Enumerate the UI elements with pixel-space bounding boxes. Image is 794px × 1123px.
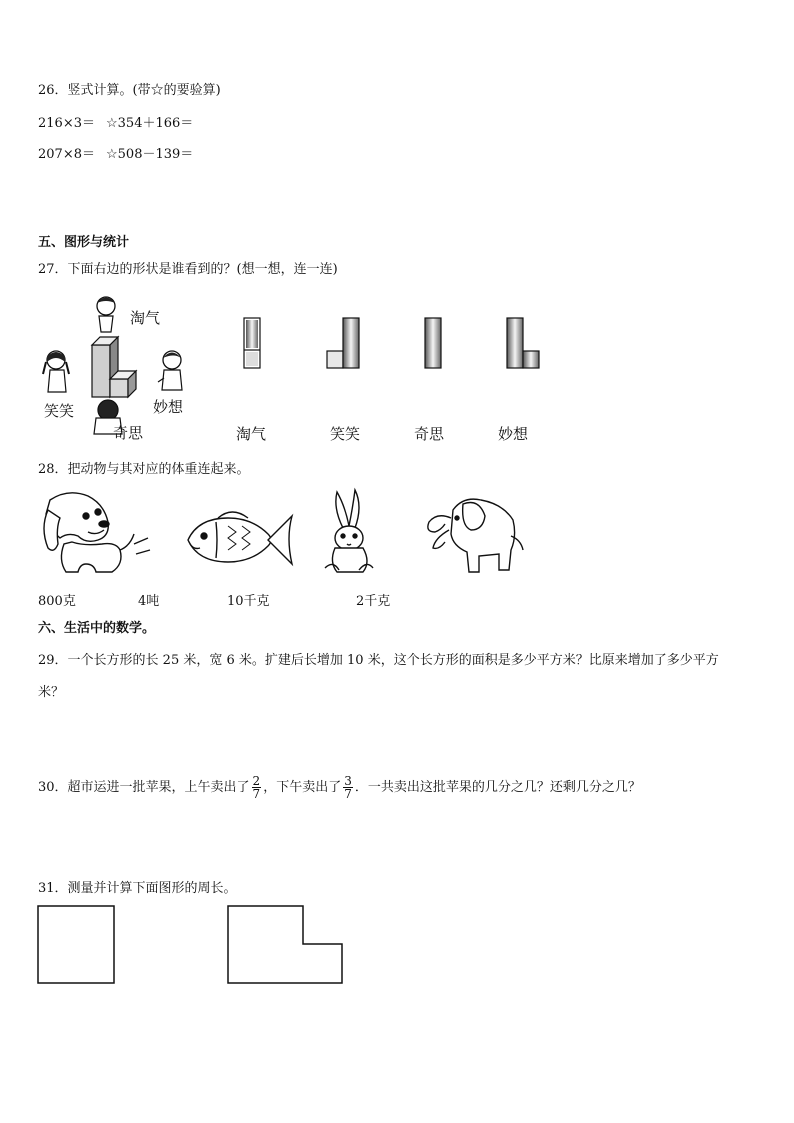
child-right-icon bbox=[158, 351, 182, 390]
q30-frac1-den: 7 bbox=[252, 787, 261, 801]
q26-expr-4: ☆508－139＝ bbox=[106, 147, 194, 162]
q31-figures bbox=[37, 905, 347, 985]
q28-animals bbox=[38, 488, 528, 583]
q30-part-1: 30．超市运进一批苹果，上午卖出了 bbox=[38, 780, 250, 795]
weight-label-3: 10千克 bbox=[227, 594, 270, 609]
view-4-shape bbox=[507, 318, 539, 368]
q27-views bbox=[240, 315, 550, 375]
q28-title: 28．把动物与其对应的体重连起来。 bbox=[38, 462, 250, 477]
rabbit-icon bbox=[325, 490, 373, 572]
fish-icon bbox=[188, 512, 292, 564]
q30-fraction-1 bbox=[252, 775, 262, 800]
q27-title: 27．下面右边的形状是谁看到的？(想一想，连一连) bbox=[38, 262, 338, 277]
weight-label-1: 800克 bbox=[38, 594, 76, 609]
q29-line-2: 米？ bbox=[38, 685, 65, 700]
q29-line-1: 29．一个长方形的长 25 米，宽 6 米。扩建后长增加 10 米，这个长方形的面积是多少平方米？比原来增加了多少平方 bbox=[38, 653, 719, 668]
view-label-1: 淘气 bbox=[236, 425, 267, 443]
q30-part-2: ，下午卖出了 bbox=[263, 780, 342, 795]
view-2-shape bbox=[327, 318, 359, 368]
view-3-shape bbox=[425, 318, 441, 368]
scene-label-miaoxiang: 妙想 bbox=[153, 398, 184, 416]
square-figure bbox=[38, 906, 114, 983]
scene-label-qisi: 奇思 bbox=[113, 424, 144, 442]
dog-icon bbox=[44, 493, 150, 572]
view-label-2: 笑笑 bbox=[330, 425, 361, 443]
section-5-title: 五、图形与统计 bbox=[38, 235, 130, 250]
weight-label-2: 4吨 bbox=[138, 594, 160, 609]
small-cube-icon bbox=[110, 371, 136, 397]
section-6-title: 六、生活中的数学。 bbox=[38, 621, 156, 636]
q30-frac2-num: 3 bbox=[344, 774, 352, 788]
q30-part-3: ．一共卖出这批苹果的几分之几？还剩几分之几？ bbox=[354, 780, 641, 795]
view-label-4: 妙想 bbox=[498, 425, 529, 443]
q26-title: 26．竖式计算。(带☆的要验算) bbox=[38, 83, 221, 98]
child-left-icon bbox=[43, 351, 69, 392]
q30-line bbox=[38, 770, 641, 806]
q30-fraction-2 bbox=[343, 775, 353, 800]
elephant-icon bbox=[428, 499, 523, 572]
q26-expr-1: 216×3＝ bbox=[38, 116, 95, 131]
scene-label-taoqi: 淘气 bbox=[130, 309, 161, 327]
q31-title: 31．测量并计算下面图形的周长。 bbox=[38, 881, 237, 896]
q26-expr-2: ☆354＋166＝ bbox=[106, 116, 194, 131]
child-top-icon bbox=[97, 297, 115, 332]
view-label-3: 奇思 bbox=[414, 425, 445, 443]
l-shape-figure bbox=[228, 906, 342, 983]
q30-frac1-num: 2 bbox=[252, 774, 261, 788]
view-1-shape bbox=[244, 318, 260, 368]
q26-expr-3: 207×8＝ bbox=[38, 147, 95, 162]
scene-label-xiaoxiao: 笑笑 bbox=[44, 402, 75, 420]
q30-frac2-den: 7 bbox=[344, 787, 352, 801]
weight-label-4: 2千克 bbox=[356, 594, 391, 609]
